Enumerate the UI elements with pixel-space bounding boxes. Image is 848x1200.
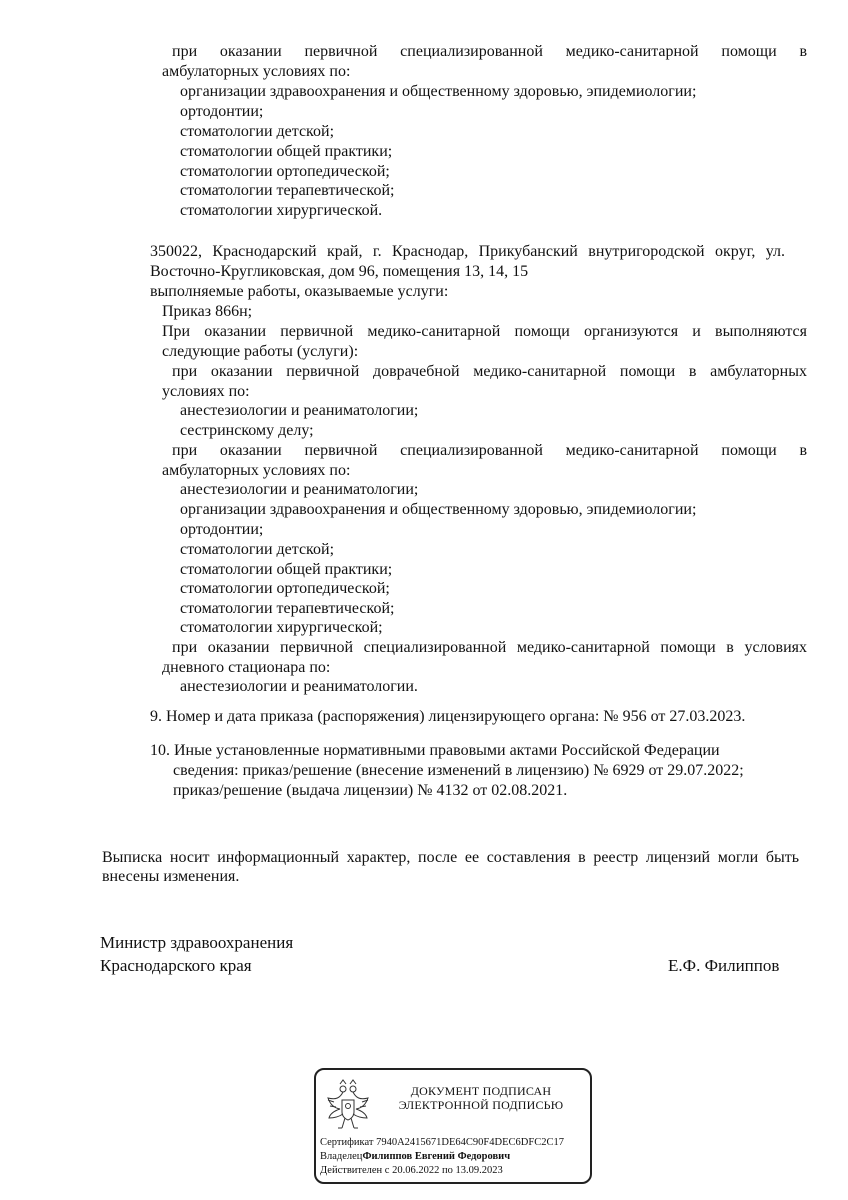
works-heading: выполняемые работы, оказываемые услуги: [150,283,449,300]
address-line2: Восточно-Кругликовская, дом 96, помещения 13, 14, 15 [150,263,529,280]
block1-item: стоматологии ортопедической; [180,163,390,180]
spec-line1: при оказании первичной специализированной медико-санитарной помощи в [172,442,807,459]
block1-intro-line1: при оказании первичной специализированной медико-санитарной помощи в [172,43,807,60]
stamp-owner-label: Владелец [320,1151,363,1162]
spec-item: стоматологии общей практики; [180,561,393,578]
pre-item: анестезиологии и реаниматологии; [180,402,419,419]
spec-item: стоматологии терапевтической; [180,600,395,617]
spec-item: стоматологии хирургической; [180,619,383,636]
address-line1: 350022, Краснодарский край, г. Краснодар, Прикубанский внутригородской округ, ул. [150,243,785,260]
block1-item: стоматологии общей практики; [180,143,393,160]
spec-item: стоматологии ортопедической; [180,580,390,597]
note-line2: внесены изменения. [102,868,240,885]
spec-line2: амбулаторных условиях по: [162,462,351,479]
stamp-validity: Действителен с 20.06.2022 по 13.09.2023 [320,1165,503,1176]
signer-name: Е.Ф. Филиппов [668,956,780,975]
stamp-certificate-value: 7940A2415671DE64C90F4DEC6DFC2C17 [376,1137,564,1148]
coat-of-arms-emblem-icon [324,1078,372,1134]
item-9: 9. Номер и дата приказа (распоряжения) лицензирующего органа: № 956 от 27.03.2023. [150,708,746,725]
signer-position-line1: Министр здравоохранения [100,933,294,952]
note-line1: Выписка носит информационный характер, после ее составления в реестр лицензий могли быть [102,849,799,866]
block1-item: стоматологии хирургической. [180,202,383,219]
signer-position-line2: Краснодарского края [100,956,252,975]
stamp-heading-line1: ДОКУМЕНТ ПОДПИСАН [410,1084,552,1098]
day-line1: при оказании первичной специализированной медико-санитарной помощи в условиях [172,639,807,656]
spec-item: анестезиологии и реаниматологии; [180,481,419,498]
block1-item: организации здравоохранения и общественному здоровью, эпидемиологии; [180,83,697,100]
item-10-line1: 10. Иные установленные нормативными правовыми актами Российской Федерации [150,742,720,759]
spec-item: ортодонтии; [180,521,264,538]
pre-line2: условиях по: [162,383,250,400]
org-line1: При оказании первичной медико-санитарной помощи организуются и выполняются [162,323,807,340]
pre-line1: при оказании первичной доврачебной медико-санитарной помощи в амбулаторных [172,363,807,380]
stamp-heading [376,1084,586,1112]
stamp-certificate-label: Сертификат [320,1137,374,1148]
block1-item: ортодонтии; [180,103,264,120]
stamp-certificate [320,1136,588,1149]
day-item: анестезиологии и реаниматологии. [180,678,418,695]
block1-item: стоматологии терапевтической; [180,182,395,199]
stamp-heading-line2: ЭЛЕКТРОННОЙ ПОДПИСЬЮ [398,1098,564,1112]
item-10-line2: сведения: приказ/решение (внесение изменений в лицензию) № 6929 от 29.07.2022; [173,762,744,779]
block1-intro-line2: амбулаторных условиях по: [162,63,351,80]
stamp-owner [320,1150,588,1163]
item-10-line3: приказ/решение (выдача лицензии) № 4132 от 02.08.2021. [173,782,568,799]
spec-item: стоматологии детской; [180,541,335,558]
order-text: Приказ 866н; [162,303,253,320]
block1-item: стоматологии детской; [180,123,335,140]
stamp-owner-value: Филиппов Евгений Федорович [362,1151,511,1162]
pre-item: сестринскому делу; [180,422,314,439]
spec-item: организации здравоохранения и общественному здоровью, эпидемиологии; [180,501,697,518]
day-line2: дневного стационара по: [162,659,331,676]
org-line2: следующие работы (услуги): [162,343,359,360]
electronic-signature-stamp [314,1068,592,1184]
